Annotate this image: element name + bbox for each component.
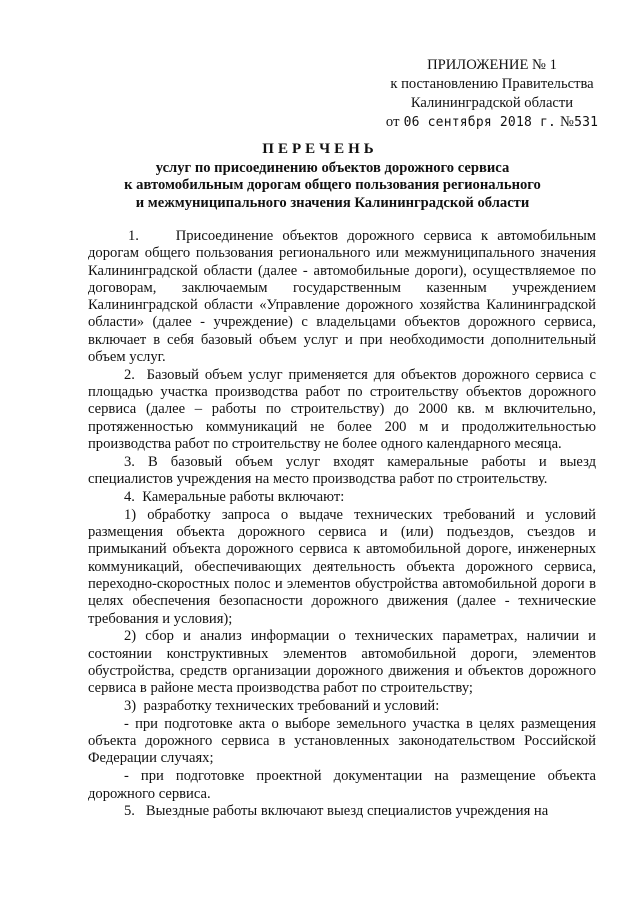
appendix-header	[372, 56, 612, 132]
date-prefix: от	[385, 114, 400, 130]
appendix-region-line: Калининградской области	[410, 95, 574, 111]
appendix-date-line	[372, 113, 612, 132]
paragraph-4-item-2: 2) сбор и анализ информации о технических параметрах, наличии и состоянии конструктивных элементов автомобильной дороги, элементов обустройства, средств организации дорожного движения и объектов дорожного сервиса в районе места производства работ по строительству;	[88, 628, 596, 697]
number-value: 531	[574, 115, 599, 130]
paragraph-4-item-3: 3) разработку технических требований и условий:	[124, 698, 440, 715]
subtitle-line: и межмуниципального значения Калининградской области	[135, 194, 530, 211]
paragraph-5: 5. Выездные работы включают выезд специалистов учреждения на	[124, 803, 549, 820]
appendix-title: ПРИЛОЖЕНИЕ № 1	[427, 57, 557, 73]
document-body	[88, 228, 596, 821]
paragraph-4-item-3-dash-2: - при подготовке проектной документации на размещение объекта дорожного сервиса.	[88, 768, 596, 802]
subtitle-line: к автомобильным дорогам общего пользования регионального	[124, 177, 541, 194]
number-prefix: №	[559, 114, 575, 130]
subtitle-line: услуг по присоединению объектов дорожного сервиса	[155, 160, 510, 176]
paragraph-3: 3. В базовый объем услуг входят камеральные работы и выезд специалистов учреждения на место производства работ по строительству.	[88, 453, 596, 488]
appendix-resolution-line: к постановлению Правительства	[390, 76, 594, 92]
paragraph-2: 2. Базовый объем услуг применяется для объектов дорожного сервиса с площадью участка производства работ по строительству объектов дорожного сервиса (далее – работы по строительству) до 2000 кв. м включительно, протяженностью коммуникаций не более 200 м и продолжительностью производства работ по строительству не более одного календарного месяца.	[88, 366, 596, 453]
document-subtitle	[60, 160, 605, 212]
paragraph-1: 1. Присоединение объектов дорожного сервиса к автомобильным дорогам общего пользования регионального или межмуниципального значения Калининградской области (далее - автомобильные дороги), осуществляемое по договорам, заключаемым государственным казенным учреждением Калининградской области «Управление дорожного хозяйства Калининградской области» (далее - учреждение) с владельцами объектов дорожного сервиса, включает в себя базовый объем услуг и при необходимости дополнительный объем услуг.	[88, 228, 596, 366]
date-value: 06 сентября 2018 г.	[403, 115, 557, 130]
paragraph-4: 4. Камеральные работы включают:	[124, 488, 345, 505]
paragraph-4-item-1: 1) обработку запроса о выдаче технических требований и условий размещения объекта дорожного сервиса и (или) подъездов, съездов и примыканий объекта дорожного сервиса к автомобильной дороге, инженерных коммуникаций, обеспечивающих деятельность объекта дорожного сервиса, переходно-скоростных полос и элементов обустройства автомобильной дороги в целях обеспечения безопасности дорожного движения (далее - технические требования и условия);	[88, 506, 596, 627]
document-title: ПЕРЕЧЕНЬ	[262, 141, 378, 157]
paragraph-4-item-3-dash-1: - при подготовке акта о выборе земельного участка в целях размещения объекта дорожного сервиса в установленных законодательством Российской Федерации случаях;	[88, 715, 596, 767]
